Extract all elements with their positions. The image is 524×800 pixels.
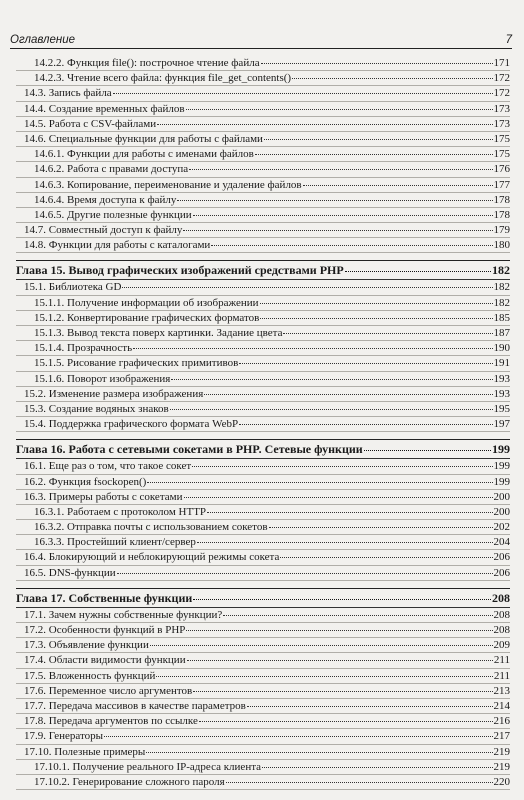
dot-leader xyxy=(345,271,491,272)
toc-entry-title: 14.7. Совместный доступ к файлу xyxy=(24,224,183,237)
toc-chapter-entry xyxy=(16,439,510,459)
toc-entry-page: 190 xyxy=(493,342,510,355)
dot-leader xyxy=(171,379,492,380)
toc-chapter-entry xyxy=(16,588,510,608)
toc-entry xyxy=(16,223,510,238)
toc-entry-page: 220 xyxy=(493,775,510,788)
toc-chapter-entry xyxy=(16,260,510,280)
toc-entry xyxy=(16,775,510,790)
dot-leader xyxy=(187,660,493,661)
toc-entry-page: 195 xyxy=(493,402,510,415)
toc-entry-title: 17.7. Передача массивов в качестве параметров xyxy=(24,699,246,712)
toc-entry xyxy=(16,669,510,684)
toc-entry xyxy=(16,193,510,208)
dot-leader xyxy=(177,200,492,201)
toc-entry xyxy=(16,745,510,760)
toc-entry xyxy=(16,475,510,490)
toc-entry-title: 14.6. Специальные функции для работы с файлами xyxy=(24,132,263,145)
toc-entry-page: 177 xyxy=(493,178,510,191)
toc-entry-page: 193 xyxy=(493,372,510,385)
toc-entry-page: 209 xyxy=(493,639,510,652)
toc-entry xyxy=(16,520,510,535)
dot-leader xyxy=(122,287,492,288)
toc-entry xyxy=(16,535,510,550)
toc-entry-page: 182 xyxy=(493,296,510,309)
toc-entry xyxy=(16,653,510,668)
toc-entry-page: 216 xyxy=(493,715,510,728)
dot-leader xyxy=(269,527,493,528)
toc-entry-page: 204 xyxy=(493,536,510,549)
dot-leader xyxy=(197,542,493,543)
dot-leader xyxy=(186,109,493,110)
toc-entry xyxy=(16,311,510,326)
toc-entry xyxy=(16,326,510,341)
dot-leader xyxy=(261,63,493,64)
toc-entry xyxy=(16,178,510,193)
dot-leader xyxy=(193,215,493,216)
header-title: Оглавление xyxy=(10,34,75,46)
toc-entry-page: 206 xyxy=(493,551,510,564)
toc-entry xyxy=(16,417,510,432)
dot-leader xyxy=(170,409,493,410)
dot-leader xyxy=(247,706,493,707)
toc-entry-title: 16.3.3. Простейший клиент/сервер xyxy=(34,536,196,549)
toc-entry-page: 182 xyxy=(493,281,510,294)
toc-entry-page: 175 xyxy=(493,132,510,145)
toc-entry xyxy=(16,760,510,775)
dot-leader xyxy=(204,394,492,395)
dot-leader xyxy=(104,736,492,737)
dot-leader xyxy=(207,512,492,513)
toc-entry xyxy=(16,490,510,505)
toc-entry xyxy=(16,86,510,101)
toc-entry xyxy=(16,387,510,402)
toc-entry-title: 16.5. DNS-функции xyxy=(24,566,116,579)
toc-entry xyxy=(16,56,510,71)
toc-entry xyxy=(16,729,510,744)
toc-entry-title: 17.2. Особенности функций в PHP xyxy=(24,624,186,636)
toc-entry-page: 185 xyxy=(493,311,510,324)
toc-entry-title: 14.5. Работа с CSV-файлами xyxy=(24,117,157,130)
toc-entry-title: 16.3.2. Отправка почты с использованием сокетов xyxy=(34,521,268,534)
toc-entry-page: 193 xyxy=(493,387,510,400)
dot-leader xyxy=(150,645,493,646)
toc-entry-title: 14.4. Создание временных файлов xyxy=(24,102,185,115)
toc-entry-title: 17.3. Объявление функции xyxy=(24,639,149,652)
toc-entry-page: 187 xyxy=(493,327,510,339)
toc-entry-page: 214 xyxy=(493,699,510,712)
dot-leader xyxy=(211,245,492,246)
toc-entry-title: 15.4. Поддержка графического формата WebP xyxy=(24,418,239,431)
toc-entry xyxy=(16,699,510,714)
toc-entry-page: 211 xyxy=(493,654,510,667)
dot-leader xyxy=(292,78,492,79)
toc-entry-title: 17.10.1. Получение реального IP-адреса клиента xyxy=(34,760,262,773)
dot-leader xyxy=(157,124,492,125)
dot-leader xyxy=(189,169,492,170)
dot-leader xyxy=(255,154,493,155)
toc-entry-title: 16.4. Блокирующий и неблокирующий режимы сокета xyxy=(24,551,280,564)
toc-entry-title: 16.2. Функция fsockopen() xyxy=(24,475,147,488)
dot-leader xyxy=(223,615,492,616)
dot-leader xyxy=(199,721,493,722)
toc-entry-title: Глава 17. Собственные функции xyxy=(16,590,193,605)
toc-entry xyxy=(16,102,510,117)
toc-entry-page: 178 xyxy=(493,208,510,221)
dot-leader xyxy=(303,185,493,186)
toc-entry-title: 14.6.1. Функции для работы с именами файлов xyxy=(34,148,254,161)
toc-entry-title: 14.8. Функции для работы с каталогами xyxy=(24,239,211,252)
toc-entry-page: 182 xyxy=(492,263,510,278)
toc-entry-title: 14.6.5. Другие полезные функции xyxy=(34,208,192,221)
toc-entry-title: 15.1.6. Поворот изображения xyxy=(34,372,171,385)
toc-entry-page: 206 xyxy=(493,566,510,579)
toc-entry-title: 14.3. Запись файла xyxy=(24,87,112,100)
toc-entry-page: 176 xyxy=(493,163,510,176)
toc-entry-page: 200 xyxy=(493,490,510,503)
dot-leader xyxy=(184,497,493,498)
toc-entry-title: 16.1. Еще раз о том, что такое сокет xyxy=(24,460,192,473)
toc-entry xyxy=(16,459,510,474)
toc-entry-page: 208 xyxy=(492,590,510,605)
toc-entry-title: 16.3.1. Работаем с протоколом HTTP xyxy=(34,505,207,518)
dot-leader xyxy=(193,599,491,600)
toc-entry xyxy=(16,208,510,223)
toc-entry-page: 172 xyxy=(493,87,510,100)
toc-entry-page: 175 xyxy=(493,148,510,161)
toc-entry-title: 14.6.4. Время доступа к файлу xyxy=(34,193,177,206)
toc-entry-page: 180 xyxy=(493,239,510,252)
toc-entry-title: 15.1.2. Конвертирование графических форматов xyxy=(34,311,260,324)
toc-entry-title: 15.1. Библиотека GD xyxy=(24,281,122,294)
toc-entry-title: 17.1. Зачем нужны собственные функции? xyxy=(24,608,223,621)
toc-entry-title: 14.6.2. Работа с правами доступа xyxy=(34,163,189,176)
toc-entry-page: 171 xyxy=(493,57,510,69)
dot-leader xyxy=(280,557,492,558)
toc-entry-page: 219 xyxy=(493,745,510,758)
toc-entry-title: 17.8. Передача аргументов по ссылке xyxy=(24,715,198,728)
toc-entry xyxy=(16,566,510,581)
toc-entry-title: 15.1.4. Прозрачность xyxy=(34,342,133,355)
toc-entry-page: 197 xyxy=(493,418,510,431)
toc-entry xyxy=(16,238,510,253)
dot-leader xyxy=(192,466,492,467)
toc-entry-title: 17.10.2. Генерирование сложного пароля xyxy=(34,775,225,788)
table-of-contents xyxy=(16,56,510,790)
toc-entry xyxy=(16,280,510,295)
toc-entry-title: 17.4. Области видимости функции xyxy=(24,654,186,667)
dot-leader xyxy=(186,630,492,631)
dot-leader xyxy=(283,333,492,334)
toc-entry xyxy=(16,550,510,565)
toc-entry-page: 202 xyxy=(493,521,510,534)
toc-entry xyxy=(16,638,510,653)
toc-entry xyxy=(16,296,510,311)
toc-entry-page: 199 xyxy=(493,475,510,488)
dot-leader xyxy=(146,752,492,753)
toc-entry-page: 178 xyxy=(493,193,510,206)
dot-leader xyxy=(147,482,492,483)
dot-leader xyxy=(262,767,492,768)
toc-entry-title: Глава 15. Вывод графических изображений средствами PHP xyxy=(16,263,344,278)
toc-entry-title: 15.3. Создание водяных знаков xyxy=(24,402,169,415)
running-header xyxy=(10,28,512,49)
toc-entry xyxy=(16,402,510,417)
dot-leader xyxy=(113,93,493,94)
dot-leader xyxy=(264,139,493,140)
dot-leader xyxy=(239,424,492,425)
toc-entry xyxy=(16,505,510,520)
toc-entry-title: Глава 16. Работа с сетевыми сокетами в PHP. Сетевые функции xyxy=(16,442,363,457)
toc-entry xyxy=(16,684,510,699)
toc-entry-title: 17.9. Генераторы xyxy=(24,730,104,743)
toc-entry xyxy=(16,117,510,132)
toc-entry-page: 199 xyxy=(493,460,510,473)
toc-entry-title: 15.2. Изменение размера изображения xyxy=(24,387,204,400)
toc-entry xyxy=(16,132,510,147)
dot-leader xyxy=(260,318,492,319)
toc-entry-page: 179 xyxy=(493,224,510,237)
toc-entry-page: 200 xyxy=(493,505,510,518)
dot-leader xyxy=(117,573,493,574)
toc-entry-title: 15.1.1. Получение информации об изображении xyxy=(34,296,259,309)
toc-entry-page: 199 xyxy=(492,442,510,457)
toc-entry-page: 172 xyxy=(493,72,510,85)
toc-entry xyxy=(16,714,510,729)
toc-entry-title: 17.6. Переменное число аргументов xyxy=(24,684,193,697)
dot-leader xyxy=(260,303,493,304)
dot-leader xyxy=(239,363,492,364)
dot-leader xyxy=(364,450,491,451)
page-number: 7 xyxy=(505,34,512,46)
toc-entry-page: 191 xyxy=(493,357,510,370)
dot-leader xyxy=(226,782,493,783)
dot-leader xyxy=(183,230,492,231)
toc-entry xyxy=(16,372,510,387)
toc-entry xyxy=(16,147,510,162)
toc-entry-title: 15.1.3. Вывод текста поверх картинки. Задание цвета xyxy=(34,327,283,339)
toc-entry-title: 15.1.5. Рисование графических примитивов xyxy=(34,357,239,370)
toc-entry-page: 217 xyxy=(493,730,510,743)
toc-entry xyxy=(16,608,510,623)
toc-entry-page: 208 xyxy=(493,624,510,636)
toc-entry-page: 219 xyxy=(493,760,510,773)
toc-entry-page: 213 xyxy=(493,684,510,697)
toc-entry-title: 14.2.3. Чтение всего файла: функция file_get_contents() xyxy=(34,72,292,85)
toc-entry-page: 208 xyxy=(493,608,510,621)
dot-leader xyxy=(193,691,492,692)
toc-entry xyxy=(16,623,510,638)
toc-entry xyxy=(16,162,510,177)
toc-entry xyxy=(16,341,510,356)
toc-entry-page: 173 xyxy=(493,117,510,130)
toc-entry-title: 17.10. Полезные примеры xyxy=(24,745,146,758)
toc-entry-title: 17.5. Вложенность функций xyxy=(24,669,156,682)
toc-entry-page: 211 xyxy=(493,669,510,682)
dot-leader xyxy=(133,348,492,349)
dot-leader xyxy=(156,676,493,677)
toc-entry xyxy=(16,356,510,371)
toc-entry-title: 14.2.2. Функция file(): построчное чтение файла xyxy=(34,57,260,69)
toc-entry-title: 14.6.3. Копирование, переименование и удаление файлов xyxy=(34,178,302,191)
toc-entry-title: 16.3. Примеры работы с сокетами xyxy=(24,490,183,503)
toc-entry-page: 173 xyxy=(493,102,510,115)
toc-entry xyxy=(16,71,510,86)
